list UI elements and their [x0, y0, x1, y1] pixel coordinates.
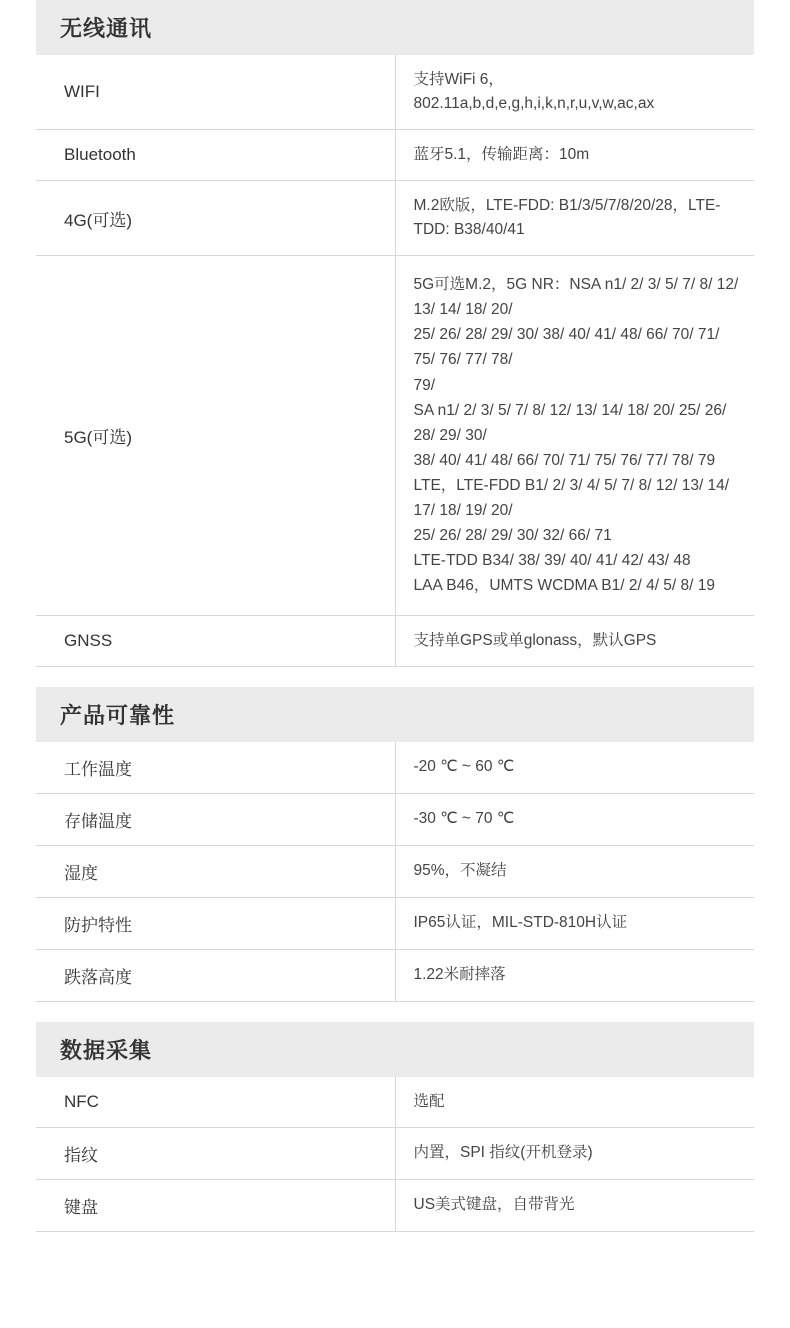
- spec-value-line: LTE，LTE-FDD B1/ 2/ 3/ 4/ 5/ 7/ 8/ 12/ 13/ 14/ 17/ 18/ 19/ 20/: [413, 476, 734, 520]
- spec-value-line: 95%，不凝结: [413, 862, 507, 879]
- section-spacer-cell: [36, 1001, 754, 1022]
- table-row: [36, 1077, 754, 1128]
- spec-label: 防护特性: [36, 897, 395, 949]
- spec-value: [395, 742, 754, 794]
- spec-label: 湿度: [36, 845, 395, 897]
- table-row: [36, 1179, 754, 1231]
- bottom-spacer: [36, 1232, 754, 1328]
- specification-table-body: [36, 0, 754, 1231]
- spec-label: WIFI: [36, 55, 395, 130]
- table-row: [36, 130, 754, 181]
- spec-value-line: 38/ 40/ 41/ 48/ 66/ 70/ 71/ 75/ 76/ 77/ 78/ 79: [413, 451, 716, 469]
- table-row: [36, 742, 754, 794]
- spec-label: 工作温度: [36, 742, 395, 794]
- spec-value-line: LAA B46，UMTS WCDMA B1/ 2/ 4/ 5/ 8/ 19: [413, 577, 716, 595]
- table-row: [36, 845, 754, 897]
- spec-label: GNSS: [36, 615, 395, 666]
- spec-label: 存储温度: [36, 793, 395, 845]
- spec-label: 跌落高度: [36, 949, 395, 1001]
- spec-label: 5G(可选): [36, 256, 395, 615]
- spec-value: [395, 256, 754, 615]
- section-title: 数据采集: [36, 1022, 754, 1077]
- spec-value: [395, 1127, 754, 1179]
- specification-table: [36, 0, 754, 1232]
- spec-value-line: 25/ 26/ 28/ 29/ 30/ 38/ 40/ 41/ 48/ 66/ 70/ 71/ 75/ 76/ 77/ 78/: [413, 326, 724, 369]
- spec-value: [395, 793, 754, 845]
- spec-label: 指纹: [36, 1127, 395, 1179]
- section-header-row: [36, 0, 754, 55]
- table-row: [36, 897, 754, 949]
- spec-value-line: -20 ℃ ~ 60 ℃: [413, 758, 515, 775]
- spec-label: 键盘: [36, 1179, 395, 1231]
- table-row: [36, 949, 754, 1001]
- spec-value-line: US美式键盘，自带背光: [413, 1196, 575, 1214]
- table-row: [36, 793, 754, 845]
- spec-value-line: M.2欧版，LTE-FDD: B1/3/5/7/8/20/28，LTE-TDD: B38/40/41: [413, 197, 721, 239]
- spec-value-line: 选配: [413, 1092, 445, 1110]
- section-header-row: [36, 687, 754, 742]
- spec-value-line: 蓝牙5.1，传输距离：10m: [413, 146, 590, 164]
- section-title: 无线通讯: [36, 0, 754, 55]
- table-row: [36, 181, 754, 256]
- spec-value-line: LTE-TDD B34/ 38/ 39/ 40/ 41/ 42/ 43/ 48: [413, 552, 691, 570]
- spec-value-line: 支持单GPS或单glonass，默认GPS: [413, 631, 657, 649]
- spec-value: [395, 845, 754, 897]
- table-row: [36, 256, 754, 615]
- spec-value-line: 1.22米耐摔落: [413, 966, 506, 983]
- section-header-row: [36, 1022, 754, 1077]
- spec-label: 4G(可选): [36, 181, 395, 256]
- spec-label: Bluetooth: [36, 130, 395, 181]
- spec-value-line: 5G可选M.2，5G NR：NSA n1/ 2/ 3/ 5/ 7/ 8/ 12/ 13/ 14/ 18/ 20/: [413, 276, 743, 319]
- spec-value-line: IP65认证，MIL-STD-810H认证: [413, 914, 628, 931]
- spec-value-line: 支持WiFi 6，802.11a,b,d,e,g,h,i,k,n,r,u,v,w,ac,ax: [413, 71, 655, 113]
- section-spacer-cell: [36, 666, 754, 687]
- spec-value: [395, 130, 754, 181]
- spec-value: [395, 55, 754, 130]
- spec-value: [395, 897, 754, 949]
- spec-value-line: 25/ 26/ 28/ 29/ 30/ 32/ 66/ 71: [413, 527, 612, 545]
- spec-label: NFC: [36, 1077, 395, 1128]
- spec-value-line: -30 ℃ ~ 70 ℃: [413, 810, 515, 827]
- section-spacer: [36, 1001, 754, 1022]
- table-row: [36, 55, 754, 130]
- spec-value-line: 79/: [413, 376, 436, 394]
- spec-value-line: SA n1/ 2/ 3/ 5/ 7/ 8/ 12/ 13/ 14/ 18/ 20/ 25/ 26/ 28/ 29/ 30/: [413, 401, 731, 444]
- spec-value: [395, 1077, 754, 1128]
- table-row: [36, 615, 754, 666]
- spec-value: [395, 181, 754, 256]
- spec-value-line: 内置，SPI 指纹(开机登录): [413, 1144, 593, 1162]
- spec-value: [395, 1179, 754, 1231]
- table-row: [36, 1127, 754, 1179]
- section-spacer: [36, 666, 754, 687]
- spec-value: [395, 615, 754, 666]
- spec-value: [395, 949, 754, 1001]
- section-title: 产品可靠性: [36, 687, 754, 742]
